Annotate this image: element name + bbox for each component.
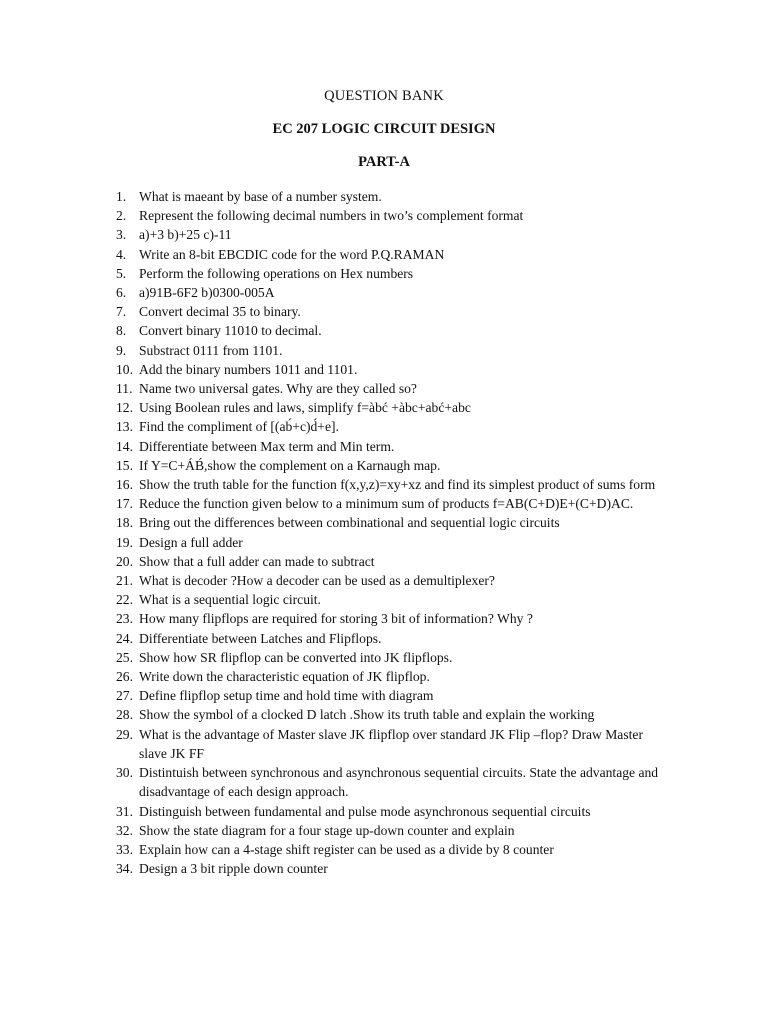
question-item — [0, 609, 768, 628]
question-item — [0, 552, 768, 571]
question-number: 25. — [116, 649, 133, 665]
question-item — [0, 686, 768, 705]
question-number: 26. — [116, 669, 133, 685]
question-number: 10. — [116, 361, 133, 377]
question-number: 29. — [116, 726, 133, 742]
question-item — [0, 533, 768, 552]
question-number: 21. — [116, 573, 133, 589]
question-item — [0, 494, 768, 513]
question-item — [0, 648, 768, 667]
question-text: Bring out the differences between combinational and sequential logic circuits — [139, 515, 560, 531]
question-text: Differentiate between Max term and Min term. — [139, 438, 395, 454]
question-number: 31. — [116, 803, 133, 819]
question-item — [0, 437, 768, 456]
question-number: 14. — [116, 438, 133, 454]
question-number: 20. — [116, 553, 133, 569]
question-text: Show the truth table for the function f(x,y,z)=xy+xz and find its simplest product of sums form — [139, 477, 656, 493]
question-text: Represent the following decimal numbers in two’s complement format — [139, 208, 524, 224]
question-item — [0, 840, 768, 859]
question-item — [0, 571, 768, 590]
question-text: Write down the characteristic equation of JK flipflop. — [139, 669, 430, 685]
question-item — [0, 264, 768, 283]
section-title: PART-A — [358, 154, 410, 170]
question-number: 4. — [116, 246, 127, 262]
question-text: a)91B-6F2 b)0300-005A — [139, 285, 275, 301]
question-number: 5. — [116, 265, 127, 281]
question-text: Perform the following operations on Hex numbers — [139, 265, 414, 281]
question-item — [0, 245, 768, 264]
question-item — [0, 302, 768, 321]
question-number: 16. — [116, 477, 133, 493]
question-number: 33. — [116, 841, 133, 857]
question-item — [0, 629, 768, 648]
question-text: Show that a full adder can made to subtract — [139, 553, 375, 569]
question-number: 24. — [116, 630, 133, 646]
question-text: If Y=C+ÁB́,show the complement on a Karnaugh map. — [139, 457, 441, 473]
question-item — [0, 513, 768, 532]
question-item — [0, 206, 768, 225]
question-list — [0, 187, 768, 878]
question-text: What is decoder ?How a decoder can be used as a demultiplexer? — [139, 573, 495, 589]
question-text: Show the symbol of a clocked D latch .Show its truth table and explain the working — [139, 707, 595, 723]
question-text: Design a full adder — [139, 534, 243, 550]
question-item — [0, 705, 768, 724]
question-number: 15. — [116, 457, 133, 473]
question-item — [0, 225, 768, 244]
question-item — [0, 379, 768, 398]
doc-title: QUESTION BANK — [324, 88, 444, 104]
question-item — [0, 590, 768, 609]
question-item — [0, 859, 768, 878]
question-text: Write an 8-bit EBCDIC code for the word P.Q.RAMAN — [139, 246, 445, 262]
question-number: 9. — [116, 342, 127, 358]
question-number: 27. — [116, 688, 133, 704]
question-text: What is maeant by base of a number system. — [139, 189, 382, 204]
question-item — [0, 398, 768, 417]
question-number: 6. — [116, 285, 127, 301]
question-number: 11. — [116, 381, 133, 397]
question-text: Design a 3 bit ripple down counter — [139, 861, 328, 877]
question-text: Add the binary numbers 1011 and 1101. — [139, 361, 358, 377]
question-number: 2. — [116, 208, 127, 224]
question-number: 1. — [116, 189, 127, 204]
question-text: What is a sequential logic circuit. — [139, 592, 321, 608]
question-item — [0, 802, 768, 821]
question-text: Distintuish between synchronous and asynchronous sequential circuits. State the advantage and disadvantage of each design approach. — [139, 765, 659, 800]
question-number: 12. — [116, 400, 133, 416]
question-number: 8. — [116, 323, 127, 339]
question-number: 3. — [116, 227, 127, 243]
question-item — [0, 283, 768, 302]
question-text: Using Boolean rules and laws, simplify f=àbć +àbc+abć+abc — [139, 400, 471, 416]
question-text: Define flipflop setup time and hold time with diagram — [139, 688, 434, 704]
question-item — [0, 725, 768, 763]
question-text: Differentiate between Latches and Flipflops. — [139, 630, 382, 646]
question-item — [0, 341, 768, 360]
question-number: 23. — [116, 611, 133, 627]
question-text: Find the compliment of [(ab́+c)d́+e]. — [139, 419, 339, 435]
question-item — [0, 187, 768, 206]
question-number: 34. — [116, 861, 133, 877]
question-item — [0, 456, 768, 475]
question-item — [0, 821, 768, 840]
question-text: Distinguish between fundamental and pulse mode asynchronous sequential circuits — [139, 803, 591, 819]
question-number: 7. — [116, 304, 127, 320]
question-text: How many flipflops are required for storing 3 bit of information? Why ? — [139, 611, 533, 627]
question-number: 18. — [116, 515, 133, 531]
question-item — [0, 321, 768, 340]
question-number: 22. — [116, 592, 133, 608]
question-text: Show how SR flipflop can be converted into JK flipflops. — [139, 649, 453, 665]
question-item — [0, 360, 768, 379]
question-text: Convert binary 11010 to decimal. — [139, 323, 322, 339]
question-text: Substract 0111 from 1101. — [139, 342, 283, 358]
question-item — [0, 667, 768, 686]
question-number: 19. — [116, 534, 133, 550]
question-number: 17. — [116, 496, 133, 512]
question-number: 28. — [116, 707, 133, 723]
question-text: What is the advantage of Master slave JK flipflop over standard JK Flip –flop? Draw Master slave JK FF — [139, 726, 643, 761]
course-title: EC 207 LOGIC CIRCUIT DESIGN — [272, 121, 496, 137]
question-text: Explain how can a 4-stage shift register can be used as a divide by 8 counter — [139, 841, 554, 857]
question-text: a)+3 b)+25 c)-11 — [139, 227, 232, 243]
question-item — [0, 475, 768, 494]
question-number: 32. — [116, 822, 133, 838]
question-item — [0, 417, 768, 436]
question-text: Convert decimal 35 to binary. — [139, 304, 301, 320]
question-text: Name two universal gates. Why are they called so? — [139, 381, 417, 397]
question-item — [0, 763, 768, 801]
question-text: Show the state diagram for a four stage up-down counter and explain — [139, 822, 515, 838]
question-number: 30. — [116, 765, 133, 781]
question-number: 13. — [116, 419, 133, 435]
question-text: Reduce the function given below to a minimum sum of products f=AB(C+D)E+(C+D)AC. — [139, 496, 634, 512]
